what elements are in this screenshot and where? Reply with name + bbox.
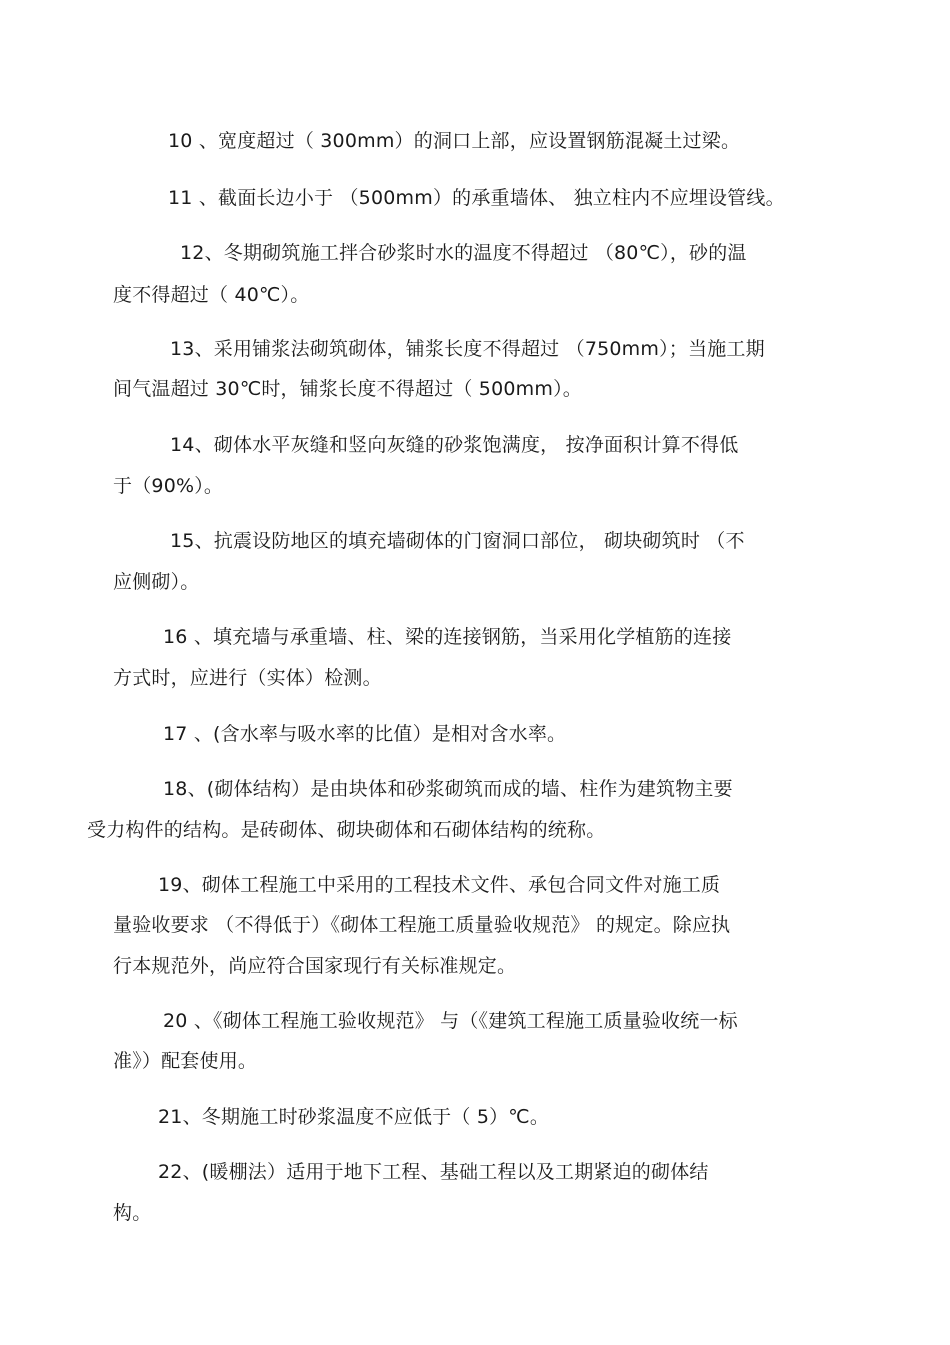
item-16-line-1: 16 、填充墙与承重墙、柱、梁的连接钢筋，当采用化学植筋的连接 bbox=[163, 626, 732, 648]
item-14-line-2: 于（90%）。 bbox=[113, 475, 224, 497]
item-19-line-3: 行本规范外，尚应符合国家现行有关标准规定。 bbox=[113, 955, 517, 977]
item-20-line-1: 20 、《砌体工程施工验收规范》 与（《建筑工程施工质量验收统一标 bbox=[163, 1010, 738, 1032]
item-20-line-2: 准》）配套使用。 bbox=[113, 1050, 258, 1072]
item-12-line-2: 度不得超过（ 40℃）。 bbox=[113, 284, 310, 306]
item-19-line-2: 量验收要求 （不得低于）《砌体工程施工质量验收规范》 的规定。除应执 bbox=[113, 914, 731, 936]
item-15-line-1: 15、抗震设防地区的填充墙砌体的门窗洞口部位， 砌块砌筑时 （不 bbox=[170, 530, 745, 552]
item-13-line-1: 13、采用铺浆法砌筑砌体，铺浆长度不得超过 （750mm）；当施工期 bbox=[170, 338, 765, 360]
item-11-line-1: 11 、截面长边小于 （500mm）的承重墙体、 独立柱内不应埋设管线。 bbox=[168, 187, 785, 209]
item-19-line-1: 19、砌体工程施工中采用的工程技术文件、承包合同文件对施工质 bbox=[158, 874, 721, 896]
item-18-line-2: 受力构件的结构。是砖砌体、砌块砌体和石砌体结构的统称。 bbox=[87, 819, 606, 841]
item-22-line-1: 22、(暖棚法）适用于地下工程、基础工程以及工期紧迫的砌体结 bbox=[158, 1161, 709, 1183]
item-15-line-2: 应侧砌）。 bbox=[113, 571, 200, 593]
item-22-line-2: 构。 bbox=[113, 1202, 152, 1224]
item-14-line-1: 14、砌体水平灰缝和竖向灰缝的砂浆饱满度， 按净面积计算不得低 bbox=[170, 434, 739, 456]
item-10-line-1: 10 、宽度超过（ 300mm）的洞口上部，应设置钢筋混凝土过梁。 bbox=[168, 130, 741, 152]
item-18-line-1: 18、(砌体结构）是由块体和砂浆砌筑而成的墙、柱作为建筑物主要 bbox=[163, 778, 733, 800]
item-13-line-2: 间气温超过 30℃时，铺浆长度不得超过（ 500mm）。 bbox=[113, 378, 582, 400]
item-12-line-1: 12、冬期砌筑施工拌合砂浆时水的温度不得超过 （80℃），砂的温 bbox=[180, 242, 747, 264]
item-16-line-2: 方式时，应进行（实体）检测。 bbox=[113, 667, 382, 689]
item-21-line-1: 21、冬期施工时砂浆温度不应低于（ 5）℃。 bbox=[158, 1106, 550, 1128]
item-17-line-1: 17 、(含水率与吸水率的比值）是相对含水率。 bbox=[163, 723, 567, 745]
